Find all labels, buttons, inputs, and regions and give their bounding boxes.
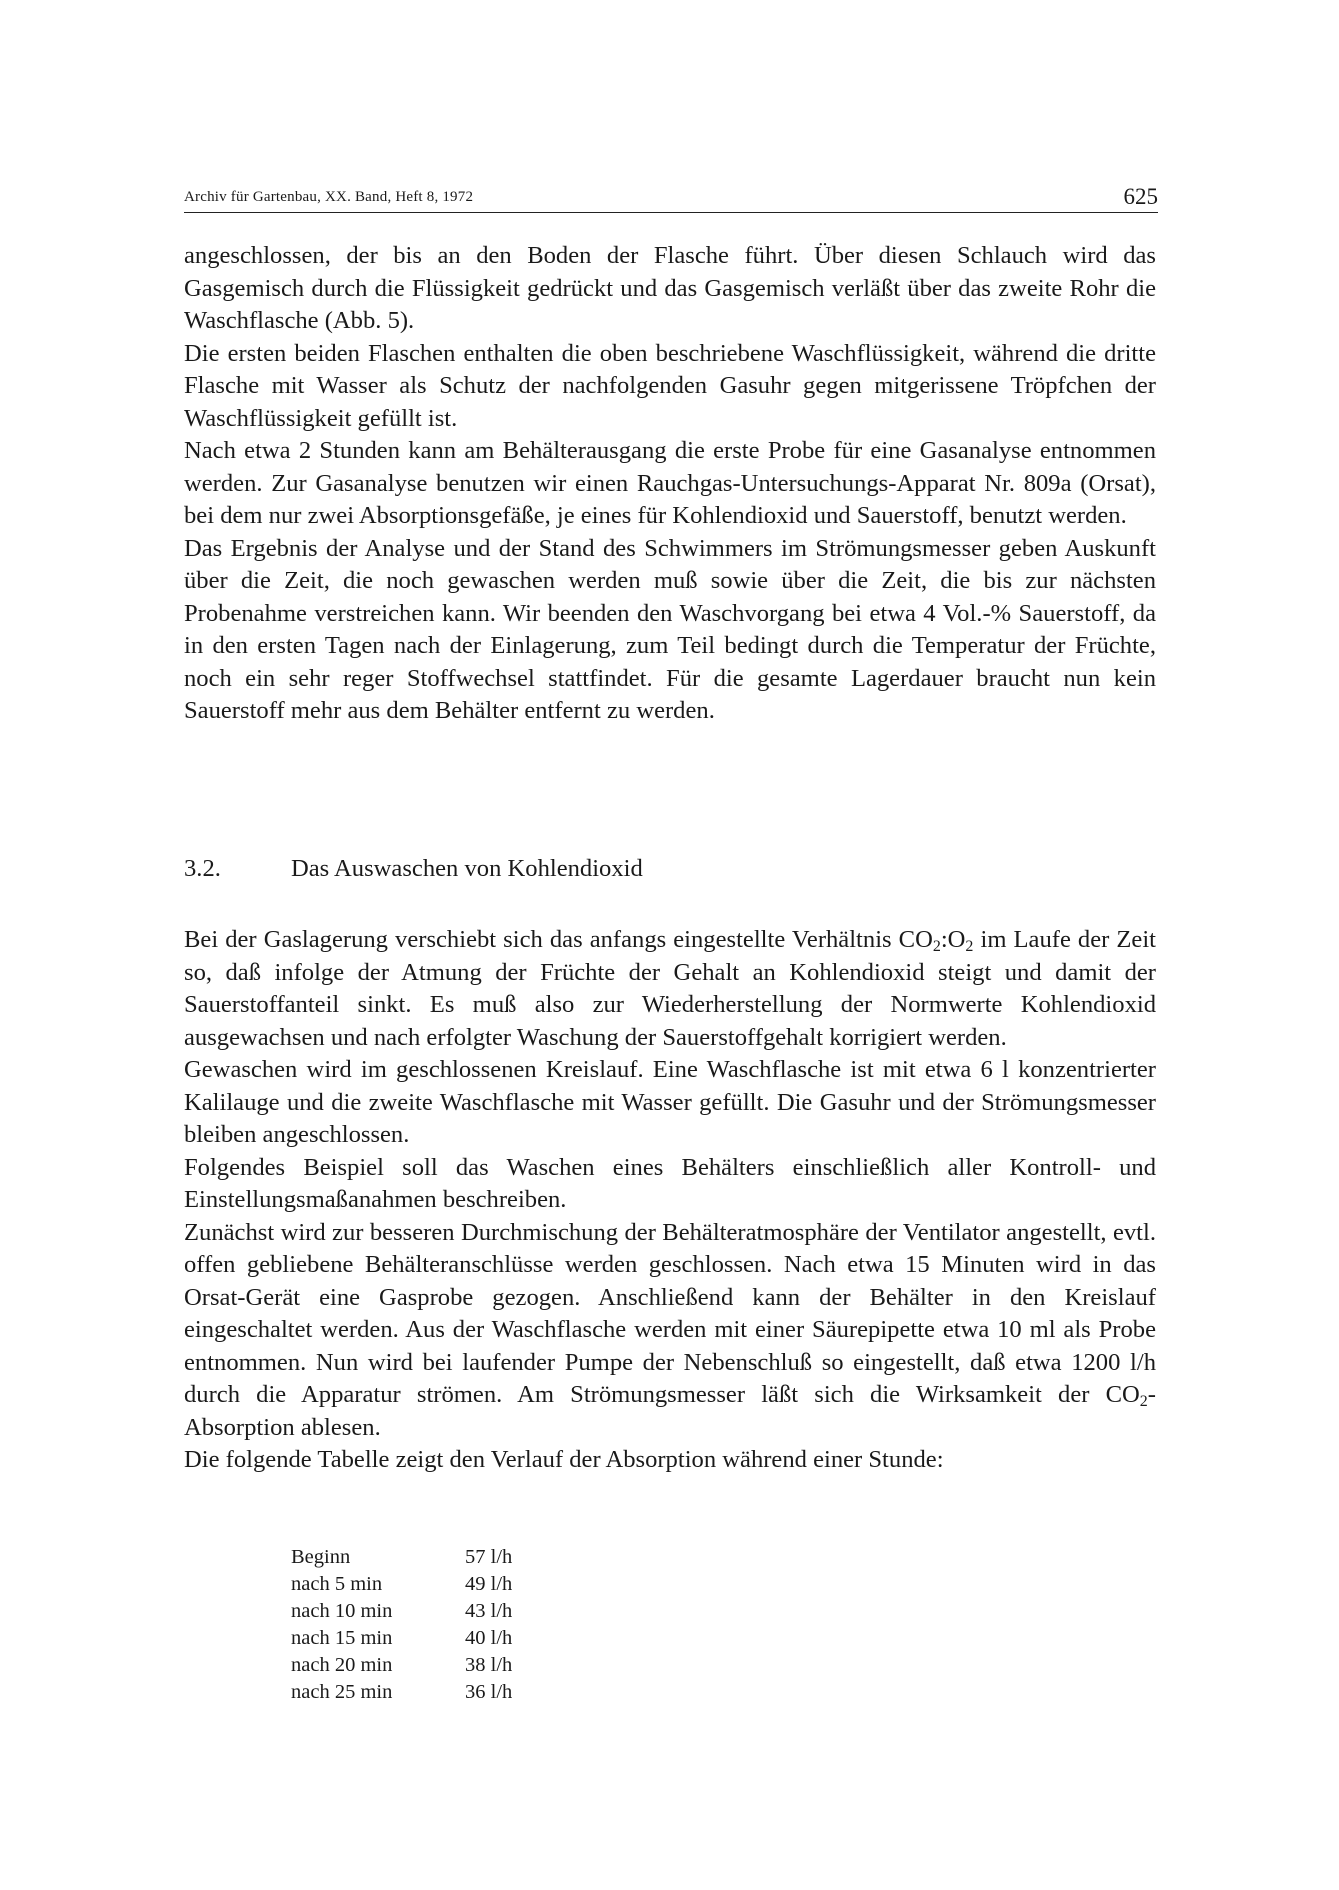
value-cell: 49 l/h [465,1573,513,1595]
table-row [291,1679,512,1706]
value-cell: 38 l/h [465,1654,513,1676]
value-cell: 40 l/h [465,1627,513,1649]
time-cell: nach 10 min [291,1600,393,1622]
section-title: Das Auswaschen von Kohlendioxid [291,855,643,882]
page-number: 625 [1123,184,1158,209]
running-header [184,178,1158,213]
time-cell: nach 5 min [291,1573,383,1595]
paragraph: Das Ergebnis der Analyse und der Stand des Schwimmers im Strömungsmesser geben Auskunft über die Zeit, die noch gewaschen werden muß sowie über die Zeit, die bis zur nächsten Probenahme verstreichen kann. Wir beenden den Waschvorgang bei etwa 4 Vol.-% Sauerstoff, da in den ersten Tagen nach der Einlagerung, zum Teil bedingt durch die Temperatur der Früchte, noch ein sehr reger Stoffwechsel stattfindet. Für die gesamte Lagerdauer braucht nun kein Sauerstoff mehr aus dem Behälter entfernt zu werden. [184,534,1156,724]
time-cell: nach 25 min [291,1681,393,1703]
paragraph: Bei der Gaslagerung verschiebt sich das anfangs eingestellte Verhältnis $CO_2:O_2$ im Laufe der Zeit so, daß infolge der Atmung der Früchte der Gehalt an Kohlendioxid steigt und damit der Sauerstoffanteil sinkt. Es muß also zur Wiederherstellung der Normwerte Kohlendioxid ausgewachsen und nach erfolgter Waschung der Sauerstoffgehalt korrigiert werden. [184,926,1157,1051]
paragraph: Zunächst wird zur besseren Durchmischung der Behälteratmosphäre der Ventilator angestellt, evtl. offen gebliebene Behälteranschlüsse werden geschlossen. Nach etwa 15 Minuten wird in das Orsat-Gerät eine Gasprobe gezogen. Anschließend kann der Behälter in den Kreislauf eingeschaltet werden. Aus der Waschflasche werden mit einer Säurepipette etwa 10 ml als Probe entnommen. Nun wird bei laufender Pumpe der Nebenschluß so eingestellt, daß etwa 1200 l/h durch die Apparatur strömen. Am Strömungsmesser läßt sich die Wirksamkeit der $CO_2$-Absorption ablesen. [184,1218,1156,1441]
absorption-table [291,1544,512,1706]
time-cell: nach 20 min [291,1654,393,1676]
table-row [291,1598,512,1625]
paragraph: Die ersten beiden Flaschen enthalten die oben beschriebene Waschflüssigkeit, während die dritte Flasche mit Wasser als Schutz der nachfolgenden Gasuhr gegen mitgerissene Tröpfchen der Waschflüssigkeit gefüllt ist. [184,339,1156,432]
table-row [291,1625,512,1652]
time-cell: Beginn [291,1546,351,1568]
paragraph: Folgendes Beispiel soll das Waschen eines Behälters einschließlich aller Kontroll- und Einstellungsmaßanahmen beschreiben. [184,1153,1156,1213]
journal-citation: Archiv für Gartenbau, XX. Band, Heft 8, 1972 [184,189,474,205]
table-row [291,1544,512,1571]
section-number: 3.2. [184,855,221,882]
value-cell: 36 l/h [465,1681,513,1703]
table-row [291,1652,512,1679]
text-block-top [184,240,1156,728]
paragraph: Gewaschen wird im geschlossenen Kreislauf. Eine Waschflasche ist mit etwa 6 l konzentrierter Kalilauge und die zweite Waschflasche mit Wasser gefüllt. Die Gasuhr und der Strömungsmesser bleiben angeschlossen. [184,1056,1156,1148]
value-cell: 57 l/h [465,1546,513,1568]
paragraph: angeschlossen, der bis an den Boden der Flasche führt. Über diesen Schlauch wird das Gasgemisch durch die Flüssigkeit gedrückt und das Gasgemisch verläßt über das zweite Rohr die Waschflasche (Abb. 5). [184,242,1156,334]
paragraph: Die folgende Tabelle zeigt den Verlauf der Absorption während einer Stunde: [184,1446,944,1473]
value-cell: 43 l/h [465,1600,513,1622]
paragraph: Nach etwa 2 Stunden kann am Behälterausgang die erste Probe für eine Gasanalyse entnommen werden. Zur Gasanalyse benutzen wir einen Rauchgas-Untersuchungs-Apparat Nr. 809a (Orsat), bei dem nur zwei Absorptionsgefäße, je eines für Kohlendioxid und Sauerstoff, benutzt werden. [184,437,1156,529]
text-block-bottom [184,924,1156,1477]
section-heading [184,853,643,885]
time-cell: nach 15 min [291,1627,393,1649]
table-row [291,1571,512,1598]
